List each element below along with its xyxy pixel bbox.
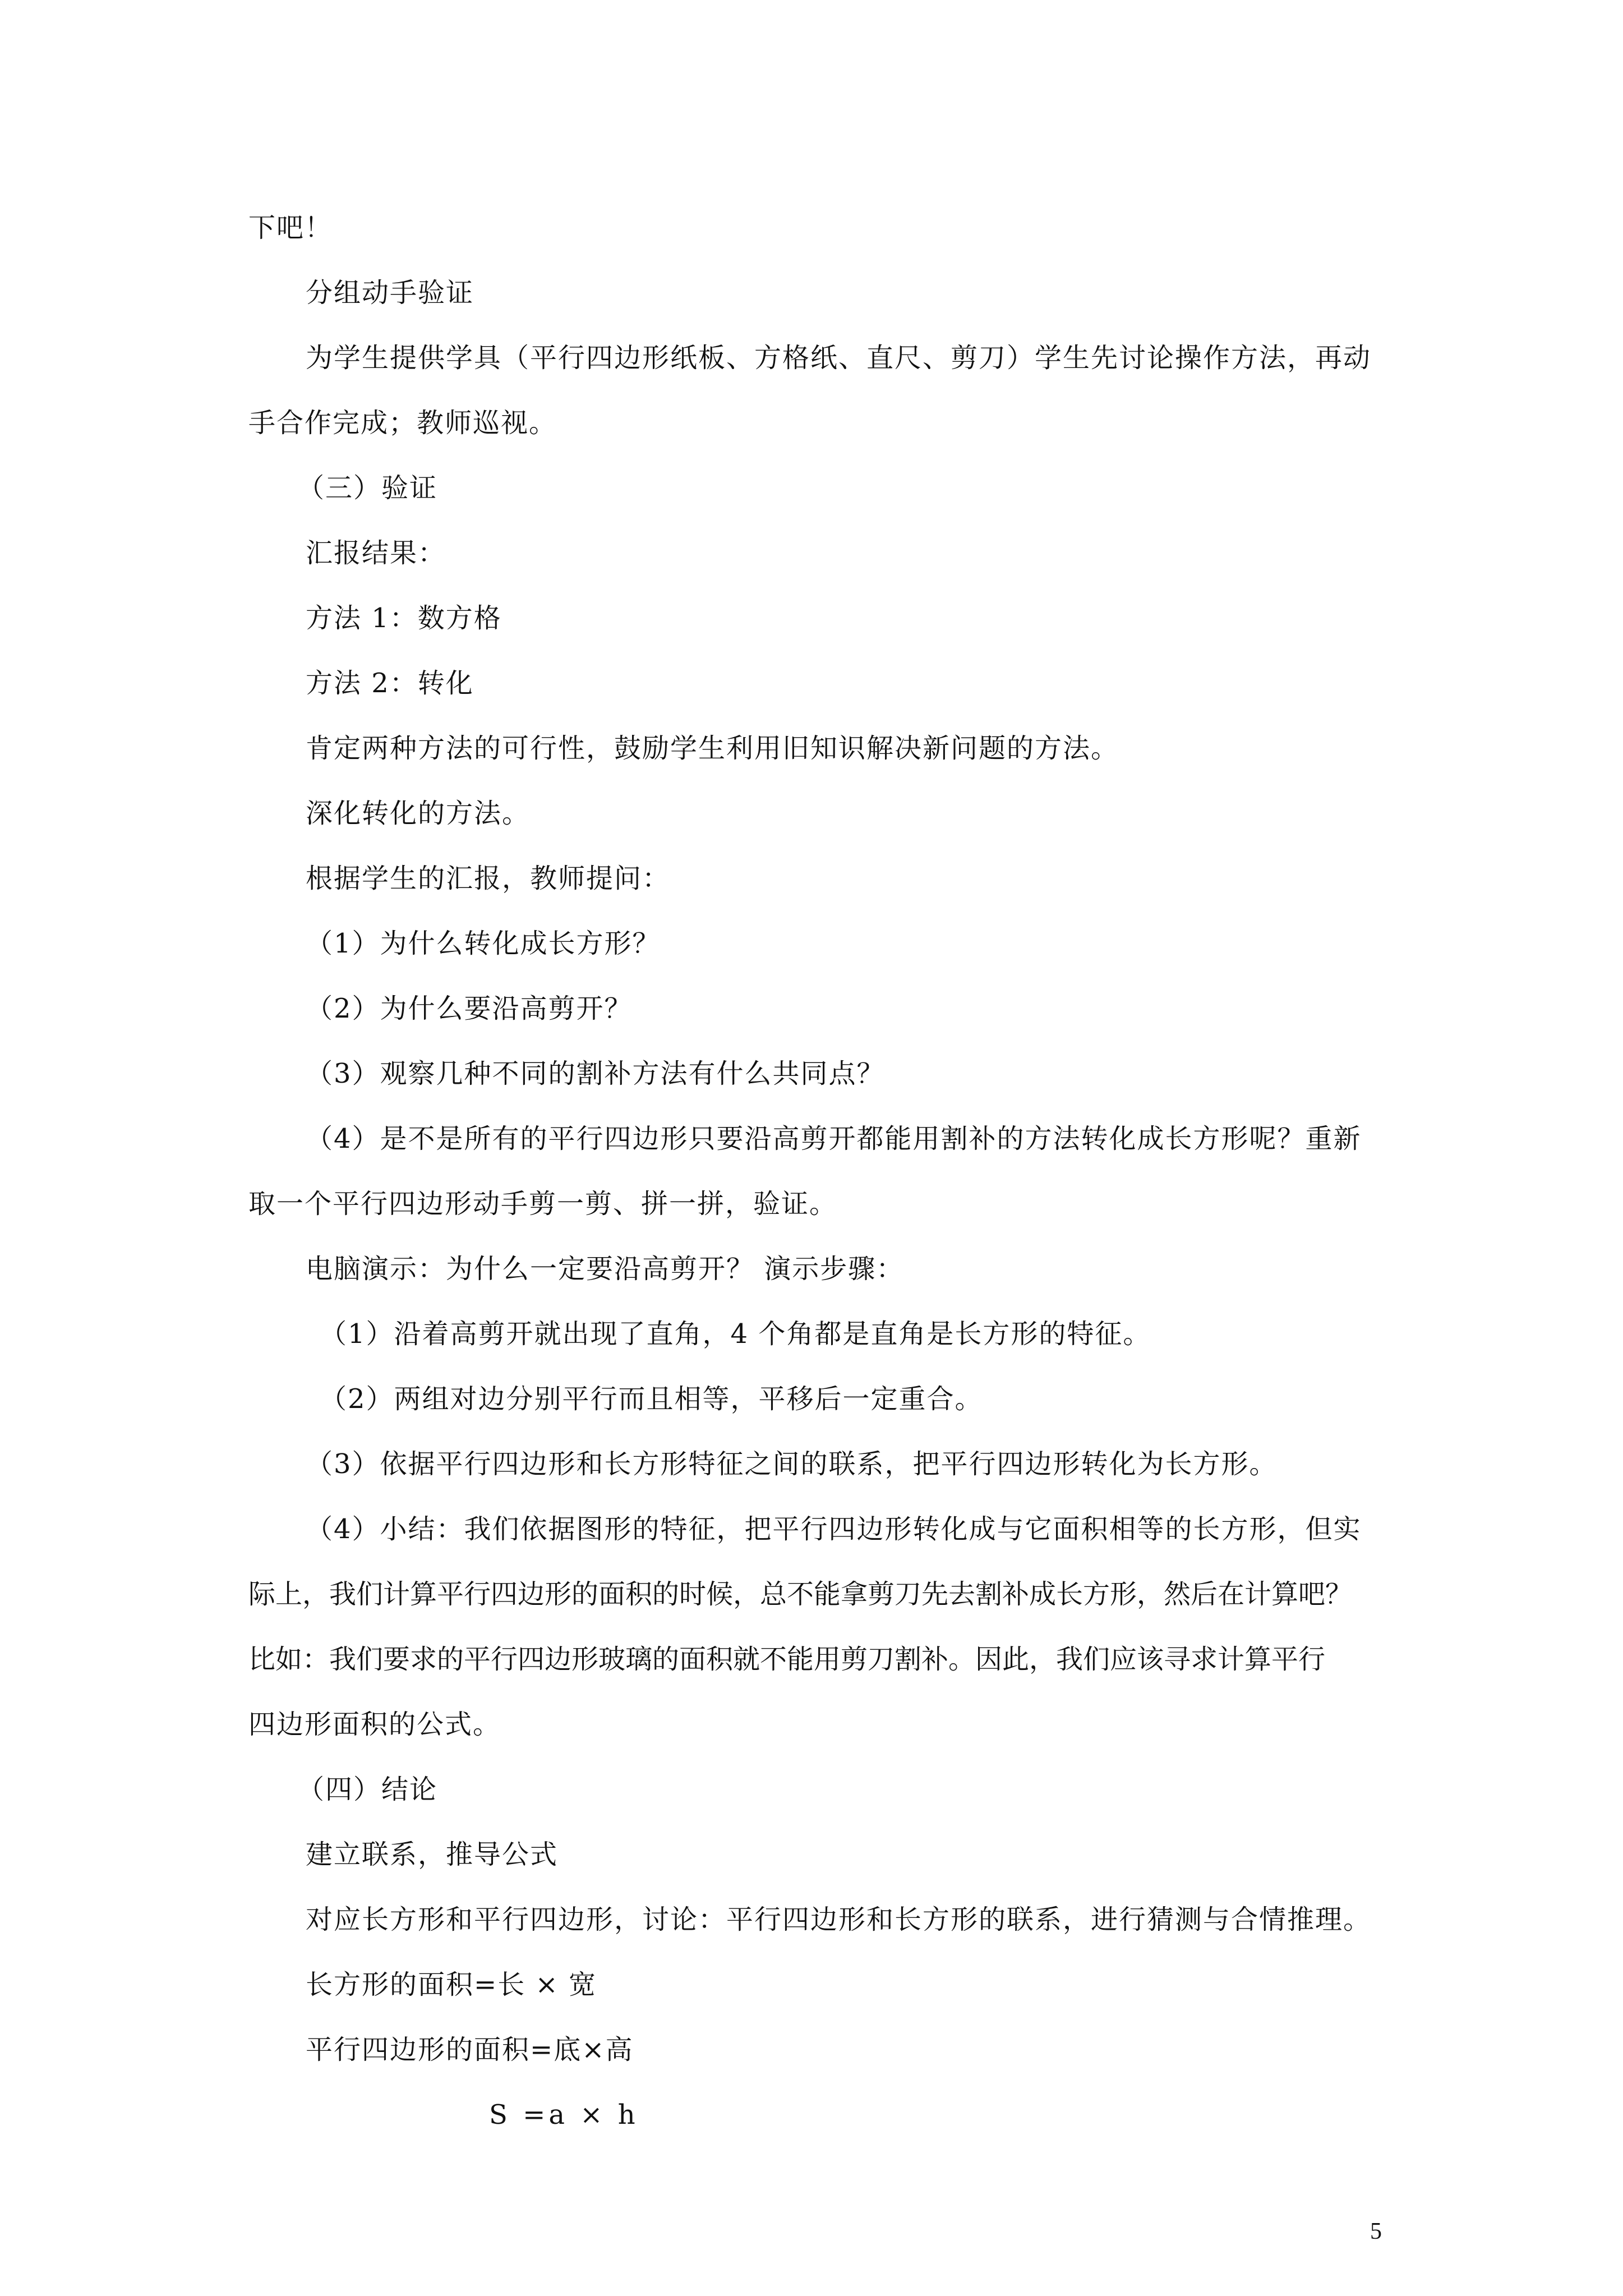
- text-line: （四）结论: [297, 1774, 438, 1805]
- text-line: 肯定两种方法的可行性，鼓励学生利用旧知识解决新问题的方法。: [306, 733, 1119, 764]
- text-line: 深化转化的方法。: [306, 798, 531, 829]
- text-line: （1）为什么转化成长方形？: [306, 928, 661, 959]
- text-line: 建立联系，推导公式: [306, 1839, 559, 1870]
- text-line: 方法 1：数方格: [306, 602, 502, 634]
- text-line: （2）两组对边分别平行而且相等，平移后一定重合。: [320, 1383, 983, 1415]
- text-line: 平行四边形的面积=底×高: [306, 2034, 634, 2065]
- text-line: 长方形的面积=长 × 宽: [306, 1969, 597, 2000]
- text-line: （3）依据平行四边形和长方形特征之间的联系，把平行四边形转化为长方形。: [306, 1448, 1278, 1480]
- text-line: 方法 2：转化: [306, 668, 474, 699]
- text-line: 四边形面积的公式。: [248, 1709, 501, 1740]
- page-number: 5: [1370, 2219, 1382, 2244]
- text-line: 为学生提供学具（平行四边形纸板、方格纸、直尺、剪刀）学生先讨论操作方法，再动: [306, 342, 1372, 374]
- text-line: （1）沿着高剪开就出现了直角，4 个角都是直角是长方形的特征。: [320, 1318, 1151, 1350]
- text-line: 分组动手验证: [306, 277, 474, 309]
- text-line: 手合作完成；教师巡视。: [248, 407, 557, 439]
- text-line: 下吧！: [248, 212, 333, 243]
- text-line: 对应长方形和平行四边形，讨论：平行四边形和长方形的联系，进行猜测与合情推理。: [306, 1904, 1372, 1935]
- text-line: （3）观察几种不同的割补方法有什么共同点？: [306, 1058, 885, 1089]
- text-line: （4）是不是所有的平行四边形只要沿高剪开都能用割补的方法转化成长方形呢？重新: [306, 1123, 1362, 1154]
- text-line: （4）小结：我们依据图形的特征，把平行四边形转化成与它面积相等的长方形，但实: [306, 1513, 1362, 1545]
- text-line: 际上，我们计算平行四边形的面积的时候，总不能拿剪刀先去割补成长方形，然后在计算吧？: [248, 1579, 1353, 1610]
- text-line: 汇报结果：: [306, 537, 446, 569]
- text-line: （2）为什么要沿高剪开？: [306, 993, 633, 1024]
- text-line: 电脑演示：为什么一定要沿高剪开？ 演示步骤：: [306, 1253, 905, 1285]
- text-line: （三）验证: [297, 472, 438, 504]
- formula-line: S =a × h: [489, 2099, 639, 2131]
- text-line: 取一个平行四边形动手剪一剪、拼一拼，验证。: [248, 1188, 838, 1220]
- text-line: 比如：我们要求的平行四边形玻璃的面积就不能用剪刀割补。因此，我们应该寻求计算平行: [248, 1644, 1326, 1675]
- text-line: 根据学生的汇报，教师提问：: [306, 863, 671, 894]
